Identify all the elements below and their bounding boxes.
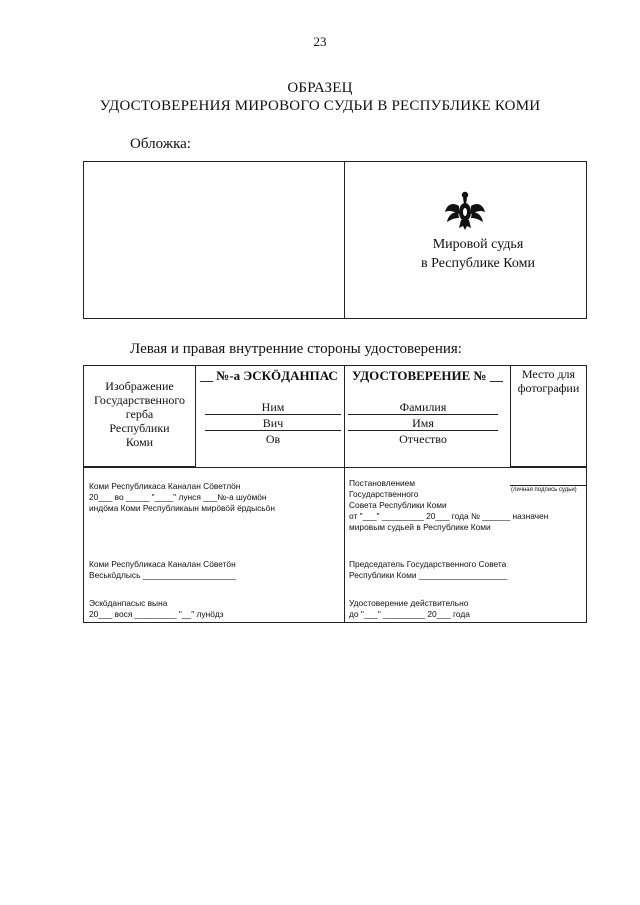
ru-field-patronymic: Отчество (399, 432, 447, 446)
ru-field-surname: Фамилия (399, 400, 447, 414)
ru-field-line (348, 430, 498, 431)
upper-lower-divider (83, 467, 587, 468)
cover-judge-title: Мировой судья (432, 237, 524, 252)
ru-field-line (348, 414, 498, 415)
ru-chair-text: Председатель Государственного Совета Республики Коми ___________________ (349, 559, 508, 580)
ru-validity-text: Удостоверение действительно до "___" _________ 20___ года (349, 598, 470, 619)
signature-label: (личная подпись судьи) (511, 487, 577, 493)
cover-judge-region: в Республике Коми (421, 256, 535, 271)
komi-field-surname: Ним (261, 400, 285, 414)
komi-field-line (205, 430, 341, 431)
ru-certificate-header: УДОСТОВЕРЕНИЕ № __ (352, 368, 503, 383)
komi-certificate-header: __ №-а ЭСКӦДАНПАС (200, 368, 338, 383)
ru-resolution-text: Постановлением Государственного Совета Республики Коми от "___" _________ 20___ года № ______ назначен мировым судьей в Республике Коми (349, 478, 549, 532)
komi-field-patronymic: Ов (265, 432, 281, 446)
coat-of-arms-text: Изображение Государственного герба Республики Коми (94, 379, 185, 449)
komi-validity-text: Эскӧданпасыс вына 20___ вося _________ "__" лунӧдз (89, 598, 224, 619)
komi-resolution-text: Коми Республикаса Каналан Сӧветлӧн 20___ во _____ "____" лунся ___№-а шуӧмӧн индӧма Коми Республикаын мирӧвӧй ёрдысьӧн (89, 481, 275, 513)
page-number: 23 (313, 34, 327, 49)
photo-place-text: Место для фотографии (517, 367, 580, 395)
inner-fold-line (344, 365, 345, 623)
cover-label: Обложка: (130, 136, 191, 152)
ru-field-name: Имя (412, 416, 434, 430)
komi-chair-text: Коми Республикаса Каналан Сӧветӧн Веськӧдлысь ____________________ (89, 559, 236, 580)
document-title: ОБРАЗЕЦ (287, 80, 353, 96)
cover-fold-line (344, 161, 345, 319)
komi-emblem-icon (443, 190, 487, 232)
komi-field-line (205, 414, 341, 415)
komi-field-name: Вич (262, 416, 284, 430)
document-subtitle: УДОСТОВЕРЕНИЯ МИРОВОГО СУДЬИ В РЕСПУБЛИКЕ КОМИ (99, 98, 541, 114)
inner-sides-label: Левая и правая внутренние стороны удостоверения: (130, 341, 462, 357)
